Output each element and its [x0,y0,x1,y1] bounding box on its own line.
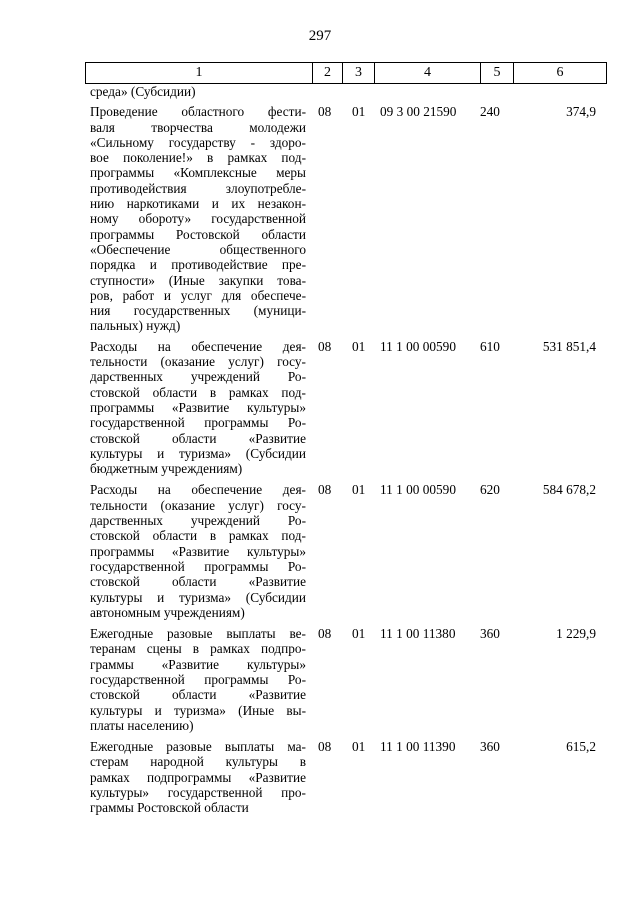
description-line: рамках подпрограммы «Развитие [90,769,306,785]
description-line: стерам народной культуры в [90,754,306,770]
column-header-6: 6 [514,63,607,84]
target-article-code: 09 3 00 21590 [380,104,457,120]
expense-type-code: 620 [480,482,500,498]
description-line: порядка и противодействие пре- [90,257,306,273]
row-description [90,626,306,733]
row-description [90,482,306,620]
description-line: автономным учреждениям) [90,604,245,620]
description-line: дарственных учреждений Ро- [90,513,306,529]
amount: 1 229,9 [556,626,596,642]
description-line: «Сильному государству - здоро- [90,134,306,150]
description-line: вое поколение!» в рамках под- [90,150,306,166]
description-line: валя творчества молодежи [90,119,306,135]
description-line: стовской области в рамках под- [90,528,306,544]
row-description [90,739,306,815]
target-article-code: 11 1 00 00590 [380,338,456,354]
description-line: программы «Комплексные меры [90,165,306,181]
description-line: культуры и туризма» (Субсидии [90,445,306,461]
target-article-code: 11 1 00 00590 [380,482,456,498]
table-row [90,104,600,333]
column-header-5: 5 [481,63,514,84]
description-line: Ежегодные разовые выплаты ма- [90,739,306,755]
description-line: государственной программы Ро- [90,415,306,431]
description-line: граммы Ростовской области [90,800,249,816]
description-line: стовской области «Развитие [90,430,306,446]
section-code: 08 [318,626,332,642]
description-line: Проведение областного фести- [90,104,306,120]
description-line: граммы «Развитие культуры» [90,656,306,672]
description-line: программы «Развитие культуры» [90,543,306,559]
subsection-code: 01 [352,482,366,498]
table-row [90,482,600,620]
description-line: культуры и туризма» (Субсидии [90,589,306,605]
section-code: 08 [318,104,332,120]
amount: 374,9 [566,104,596,120]
subsection-code: 01 [352,338,366,354]
column-header-2: 2 [313,63,343,84]
row-description [90,104,306,333]
description-line: тельности (оказание услуг) госу- [90,497,306,513]
description-line: противодействия злоупотребле- [90,180,306,196]
description-line: бюджетным учреждениям) [90,461,243,477]
section-code: 08 [318,482,332,498]
description-line: теранам сцены в рамках подпро- [90,641,306,657]
continuation-row [90,84,600,99]
table-row [90,339,600,477]
description-line: ров, работ и услуг для обеспече- [90,287,306,303]
continuation-text: среда» (Субсидии) [90,84,196,99]
amount: 615,2 [566,739,596,755]
description-line: государственной программы Ро- [90,671,306,687]
target-article-code: 11 1 00 11380 [380,626,456,642]
expense-type-code: 610 [480,338,500,354]
description-line: программы Ростовской области [90,226,306,242]
description-line: Расходы на обеспечение дея- [90,338,306,354]
description-line: «Обеспечение общественного [90,241,306,257]
column-header-4: 4 [375,63,481,84]
column-header-table [85,62,607,84]
table-body [90,84,600,822]
description-line: стовской области в рамках под- [90,384,306,400]
expense-type-code: 360 [480,739,500,755]
column-header-row [86,63,607,84]
subsection-code: 01 [352,626,366,642]
description-line: программы «Развитие культуры» [90,399,306,415]
column-header-3: 3 [343,63,375,84]
expense-type-code: 360 [480,626,500,642]
column-header-1: 1 [86,63,313,84]
description-line: стовской области «Развитие [90,687,306,703]
description-line: дарственных учреждений Ро- [90,369,306,385]
description-line: пальных) нужд) [90,318,181,334]
description-line: ступности» (Иные закупки това- [90,272,306,288]
description-line: государственной программы Ро- [90,558,306,574]
description-line: платы населению) [90,717,194,733]
section-code: 08 [318,739,332,755]
target-article-code: 11 1 00 11390 [380,739,456,755]
table-row [90,739,600,815]
subsection-code: 01 [352,104,366,120]
table-row [90,626,600,733]
description-line: ному обороту» государственной [90,211,306,227]
description-line: нию наркотиками и их незакон- [90,196,306,212]
description-line: культуры и туризма» (Иные вы- [90,702,306,718]
description-line: тельности (оказание услуг) госу- [90,354,306,370]
description-line: Расходы на обеспечение дея- [90,482,306,498]
description-line: стовской области «Развитие [90,574,306,590]
description-line: Ежегодные разовые выплаты ве- [90,626,306,642]
description-line: ния государственных (муници- [90,303,306,319]
section-code: 08 [318,338,332,354]
description-line: культуры» государственной про- [90,785,306,801]
expense-type-code: 240 [480,104,500,120]
amount: 531 851,4 [542,338,596,354]
row-description [90,339,306,477]
amount: 584 678,2 [542,482,596,498]
page-number: 297 [308,28,332,44]
subsection-code: 01 [352,739,366,755]
